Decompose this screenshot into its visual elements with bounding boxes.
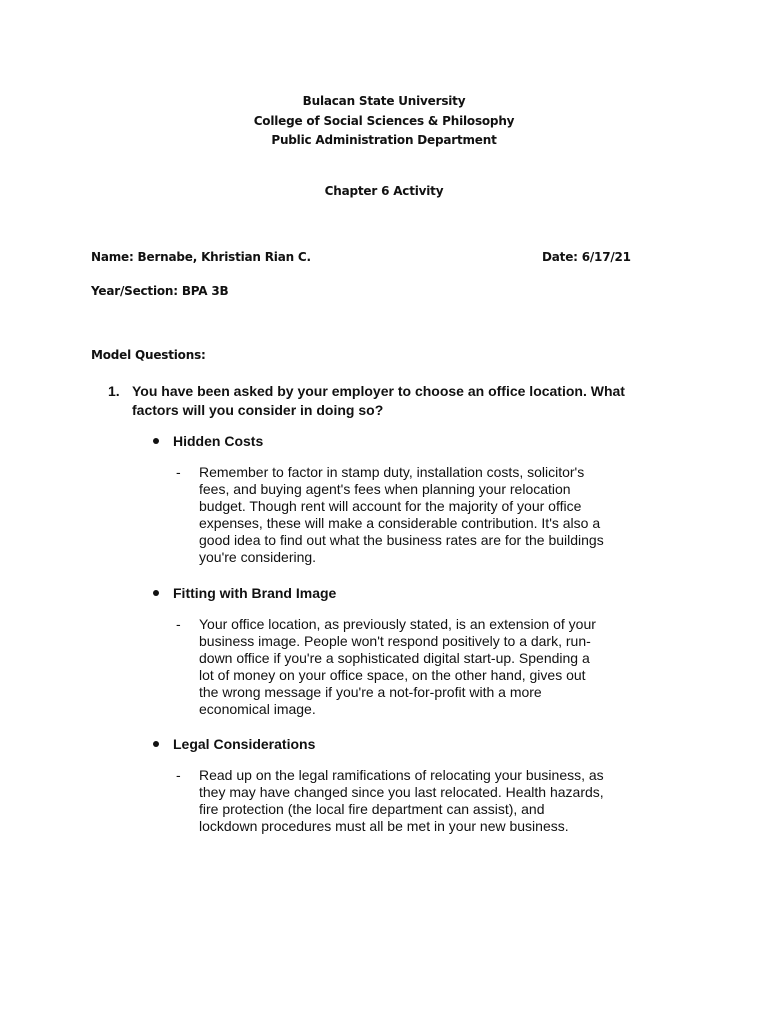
factor-body-text: Your office location, as previously stated, is an extension of your business image. People won't respond positively to a dark, run-down office if you're a sophisticated digital start-up. Spending a lot of money on your office space, on the other hand, gives out the wrong message if you're a not-for-profit with a more economical image. (199, 616, 596, 717)
college-name: College of Social Sciences & Philosophy (253, 114, 515, 128)
student-name: Name: Bernabe, Khristian Rian C. (91, 250, 311, 264)
factor-body-legal (176, 767, 606, 835)
bullet-icon (153, 438, 159, 444)
factor-heading-legal (153, 735, 315, 753)
dash-marker: - (176, 767, 181, 783)
question-number: 1. (108, 383, 120, 399)
submission-date: Date: 6/17/21 (542, 250, 631, 264)
factor-heading-hidden-costs (153, 432, 263, 450)
factor-heading-brand-image (153, 584, 336, 602)
department-name: Public Administration Department (271, 133, 497, 147)
bullet-icon (153, 741, 159, 747)
question-text: You have been asked by your employer to choose an office location. What factors will you consider in doing so? (132, 383, 625, 418)
factor-body-hidden-costs (176, 464, 606, 566)
factor-heading-text: Fitting with Brand Image (173, 585, 337, 601)
university-name: Bulacan State University (302, 94, 466, 108)
factor-heading-text: Legal Considerations (173, 736, 316, 752)
bullet-icon (153, 590, 159, 596)
factor-body-brand-image (176, 616, 606, 718)
dash-marker: - (176, 464, 181, 480)
year-section: Year/Section: BPA 3B (91, 284, 229, 298)
question-1 (108, 382, 628, 420)
activity-title: Chapter 6 Activity (324, 184, 444, 198)
model-questions-label: Model Questions: (91, 348, 206, 362)
dash-marker: - (176, 616, 181, 632)
factor-heading-text: Hidden Costs (173, 433, 264, 449)
factor-body-text: Remember to factor in stamp duty, installation costs, solicitor's fees, and buying agent's fees when planning your relocation budget. Though rent will account for the majority of your office expenses, these will make a considerable contribution. It's also a good idea to find out what the business rates are for the buildings you're considering. (199, 464, 604, 565)
factor-body-text: Read up on the legal ramifications of relocating your business, as they may have changed since you last relocated. Health hazards, fire protection (the local fire department can assist), and lockdown procedures must all be met in your new business. (199, 767, 604, 834)
